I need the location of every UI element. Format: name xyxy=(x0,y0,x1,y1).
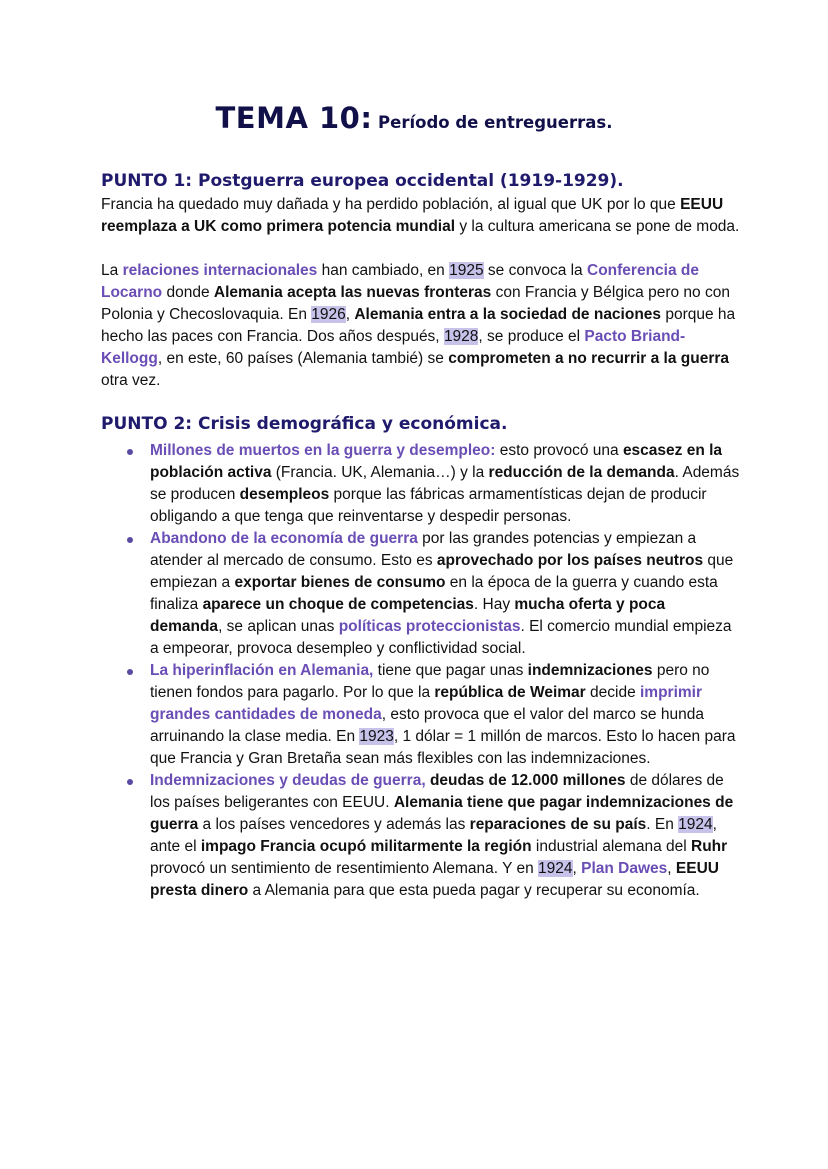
highlighted-year: 1924 xyxy=(678,816,713,833)
paragraph-postguerra xyxy=(101,194,741,238)
key-term: La hiperinflación en Alemania, xyxy=(150,662,374,679)
bold-text: exportar bienes de consumo xyxy=(234,574,446,591)
text-run: Francia ha quedado muy dañada y ha perdido población, al igual que UK por lo que xyxy=(101,196,681,213)
text-run: por las grandes potencias y empiezan a atender al mercado de consumo. Esto es xyxy=(150,530,697,569)
key-term: Abandono de la economía de guerra xyxy=(150,530,418,547)
text-run: otra vez. xyxy=(101,372,161,389)
bold-text: aprovechado por los países neutros xyxy=(436,552,704,569)
text-run: , xyxy=(667,860,676,877)
bullet-icon xyxy=(127,779,133,785)
page-title xyxy=(0,101,828,135)
title-subtitle: Período de entreguerras. xyxy=(378,113,613,132)
text-run: a Alemania para que esta pueda pagar y recuperar su economía. xyxy=(248,882,700,899)
section-heading-punto-1: PUNTO 1: Postguerra europea occidental (1919-1929). xyxy=(101,171,624,191)
text-run: pero no tienen fondos para pagarlo. Por lo que la xyxy=(150,662,710,701)
list-item xyxy=(101,770,741,902)
text-run: de dólares de los países beligerantes con EEUU. xyxy=(150,772,724,811)
text-run: , se aplican unas xyxy=(218,618,339,635)
text-run: , 1 dólar = 1 millón de marcos. Esto lo hacen para que Francia y Gran Bretaña sean más flexibles con las indemnizaciones. xyxy=(150,728,736,767)
key-term: relaciones internacionales xyxy=(122,262,318,279)
bold-text: mucha oferta y poca demanda xyxy=(150,596,666,635)
text-run: , ante el xyxy=(150,816,717,855)
bullet-icon xyxy=(127,669,133,675)
key-term: Conferencia de Locarno xyxy=(101,262,699,301)
highlighted-year: 1926 xyxy=(311,306,346,323)
text-run: , xyxy=(345,306,355,323)
text-run: , se produce el xyxy=(478,328,585,345)
bold-text: Ruhr xyxy=(691,838,728,855)
text-run: . El comercio mundial empieza a empeorar, provoca desempleo y conflictividad social. xyxy=(150,618,732,657)
bold-text: Alemania acepta las nuevas fronteras xyxy=(213,284,492,301)
bold-text: desempleos xyxy=(239,486,330,503)
bold-text: aparece un choque de competencias xyxy=(202,596,474,613)
highlighted-year: 1928 xyxy=(443,328,479,345)
text-run: con Francia y Bélgica pero no con Polonia y Checoslovaquia. En xyxy=(101,284,730,323)
text-run: han cambiado, en xyxy=(317,262,450,279)
text-run: donde xyxy=(162,284,214,301)
bold-text: reducción de la demanda xyxy=(488,464,675,481)
list-item xyxy=(101,660,741,770)
highlighted-year: 1925 xyxy=(449,262,484,279)
text-run: que empiezan a xyxy=(150,552,734,591)
text-run: industrial alemana del xyxy=(531,838,691,855)
text-run: porque ha hecho las paces con Francia. Dos años después, xyxy=(101,306,736,345)
bold-text: indemnizaciones xyxy=(527,662,653,679)
paragraph-relaciones-internacionales xyxy=(101,260,741,392)
key-term: Millones de muertos en la guerra y desempleo: xyxy=(150,442,496,459)
text-run: , en este, 60 países (Alemania tambié) se xyxy=(157,350,449,367)
list-item xyxy=(101,440,741,528)
bullet-icon xyxy=(127,537,133,543)
key-term: Plan Dawes xyxy=(581,860,668,877)
text-run: a los países vencedores y además las xyxy=(198,816,470,833)
bold-text: deudas de 12.000 millones xyxy=(429,772,626,789)
text-run: , esto provoca que el valor del marco se hunda arruinando la clase media. En xyxy=(150,706,704,745)
bold-text: república de Weimar xyxy=(434,684,586,701)
text-run: , xyxy=(572,860,582,877)
bold-text: comprometen a no recurrir a la guerra xyxy=(448,350,730,367)
highlighted-year: 1924 xyxy=(538,860,573,877)
text-run: porque las fábricas armamentísticas dejan de producir obligando a que tenga que reinventarse y despedir personas. xyxy=(150,486,707,525)
key-term: políticas proteccionistas xyxy=(338,618,521,635)
text-run: . En xyxy=(646,816,679,833)
text-run: y la cultura americana se pone de moda. xyxy=(455,218,740,235)
key-term: imprimir grandes cantidades de moneda xyxy=(150,684,703,723)
title-main: TEMA 10: xyxy=(215,101,373,135)
bold-text: reparaciones de su país xyxy=(469,816,647,833)
bold-text: Alemania tiene que pagar indemnizaciones de guerra xyxy=(150,794,734,833)
bullet-list xyxy=(101,440,741,902)
text-run: provocó un sentimiento de resentimiento Alemana. Y en xyxy=(150,860,539,877)
bold-text: Alemania entra a la sociedad de naciones xyxy=(354,306,662,323)
bold-text: impago Francia ocupó militarmente la región xyxy=(200,838,532,855)
list-item xyxy=(101,528,741,660)
highlighted-year: 1923 xyxy=(359,728,394,745)
bold-text: EEUU presta dinero xyxy=(150,860,719,899)
section-heading-punto-2: PUNTO 2: Crisis demográfica y económica. xyxy=(101,414,508,434)
text-run: (Francia. UK, Alemania…) y la xyxy=(271,464,489,481)
bullet-icon xyxy=(127,449,133,455)
text-run: decide xyxy=(585,684,640,701)
text-run: . Hay xyxy=(473,596,515,613)
text-run: en la época de la guerra y cuando esta finaliza xyxy=(150,574,718,613)
key-term: Pacto Briand-Kellogg xyxy=(101,328,686,367)
text-run: . Además se producen xyxy=(150,464,740,503)
text-run: esto provocó una xyxy=(495,442,623,459)
text-run: La xyxy=(101,262,123,279)
text-run: tiene que pagar unas xyxy=(373,662,528,679)
key-term: Indemnizaciones y deudas de guerra, xyxy=(150,772,426,789)
text-run: se convoca la xyxy=(483,262,587,279)
bold-text: escasez en la población activa xyxy=(150,442,723,481)
bold-text: EEUU reemplaza a UK como primera potencia mundial xyxy=(101,196,724,235)
